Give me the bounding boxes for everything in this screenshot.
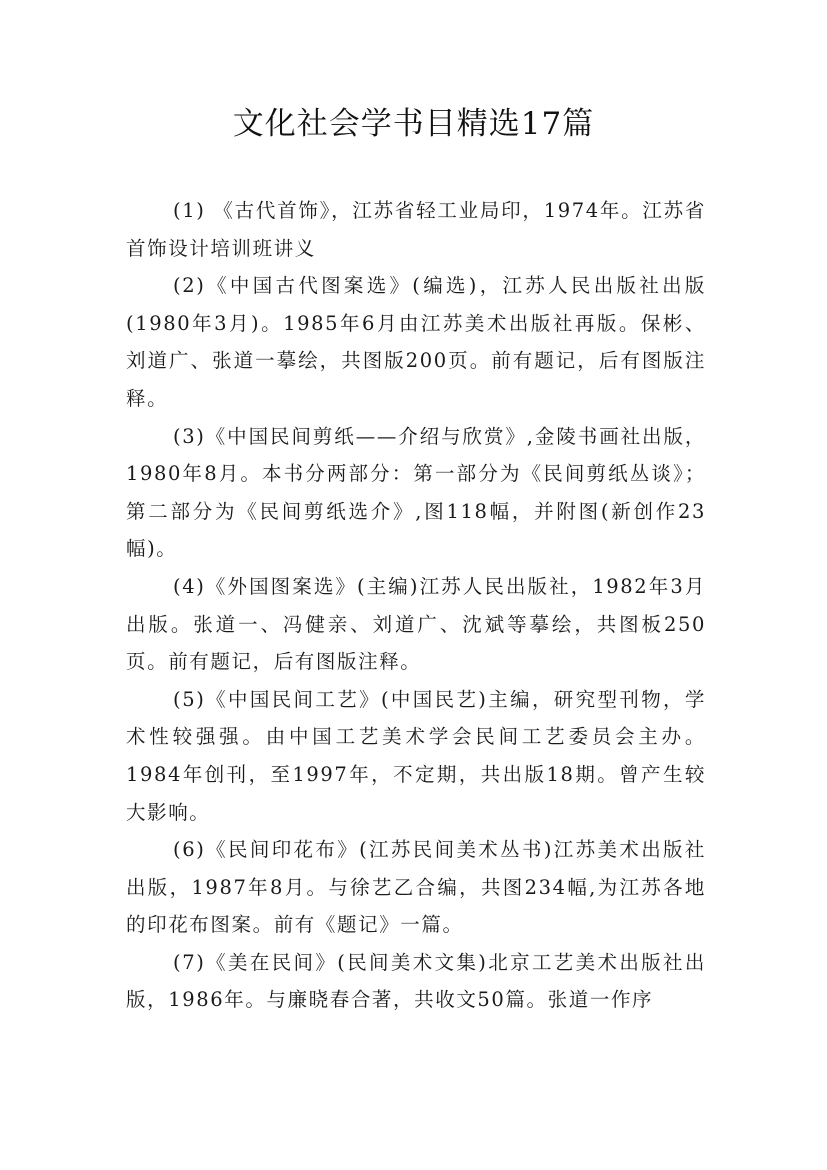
paragraph-1: (1) 《古代首饰》，江苏省轻工业局印，1974年。江苏省首饰设计培训班讲义 [126,199,706,260]
paragraph-6: (6)《民间印花布》(江苏民间美术丛书)江苏美术出版社出版，1987年8月。与徐艺乙合编，共图234幅,为江苏各地的印花布图案。前有《题记》一篇。 [126,838,706,937]
document-body [126,192,706,1019]
document-title: 文化社会学书目精选17篇 [232,106,595,142]
paragraph-5: (5)《中国民间工艺》(中国民艺)主编，研究型刊物，学术性较强强。由中国工艺美术学会民间工艺委员会主办。1984年创刊，至1997年，不定期，共出版18期。曾产生较大影响。 [126,687,706,824]
paragraph-3: (3)《中国民间剪纸——介绍与欣赏》,金陵书画社出版，1980年8月。本书分两部分：第一部分为《民间剪纸丛谈》；第二部分为《民间剪纸选介》,图118幅，并附图(新创作23幅)。 [126,424,706,561]
paragraph-4: (4)《外国图案选》(主编)江苏人民出版社，1982年3月出版。张道一、冯健亲、刘道广、沈斌等摹绘，共图板250页。前有题记，后有图版注释。 [126,574,706,674]
paragraph-7: (7)《美在民间》(民间美术文集)北京工艺美术出版社出版，1986年。与廉晓春合著，共收文50篇。张道一作序 [126,950,706,1012]
paragraph-2: (2)《中国古代图案选》(编选)，江苏人民出版社出版(1980年3月)。1985年6月由江苏美术出版社再版。保彬、刘道广、张道一摹绘，共图版200页。前有题记，后有图版注释。 [126,274,706,410]
